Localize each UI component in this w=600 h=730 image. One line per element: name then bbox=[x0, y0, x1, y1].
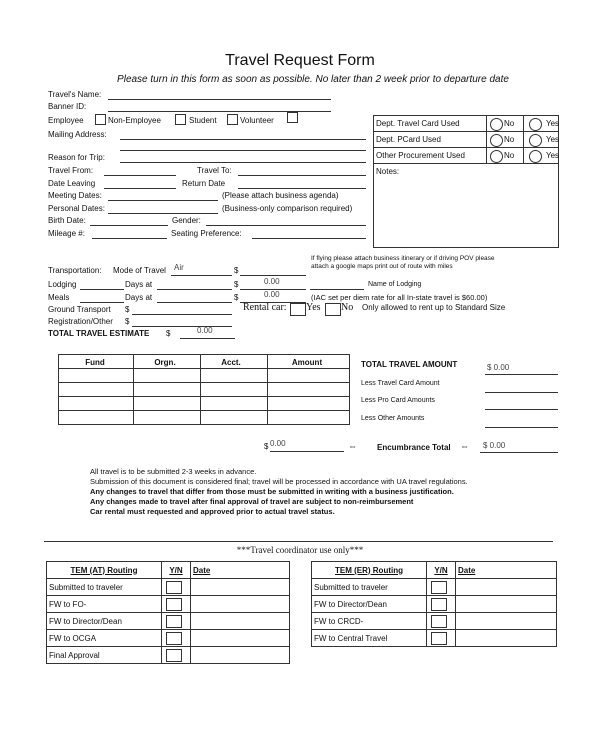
mailing-address-field-1[interactable] bbox=[120, 139, 366, 140]
routing-er-row-label: Submitted to traveler bbox=[312, 579, 427, 596]
routing-er-date-header: Date bbox=[456, 562, 557, 579]
total-travel-amount-field[interactable] bbox=[485, 374, 558, 375]
reason-for-trip-field[interactable] bbox=[120, 162, 366, 163]
orgn-cell[interactable] bbox=[134, 397, 201, 411]
less-pro-card-label: Less Pro Card Amounts bbox=[361, 397, 435, 404]
dept-payment-table bbox=[373, 115, 559, 248]
no-label: No bbox=[504, 119, 515, 128]
total-travel-estimate-value: 0.00 bbox=[197, 326, 213, 335]
routing-at-row-label: FW to Director/Dean bbox=[47, 613, 162, 630]
travelers-name-field[interactable] bbox=[108, 99, 331, 100]
routing-er-date-cell[interactable] bbox=[456, 613, 557, 630]
routing-at-yn-checkbox[interactable] bbox=[166, 598, 182, 611]
routing-at-yn-cell bbox=[162, 579, 191, 596]
orgn-cell[interactable] bbox=[134, 411, 201, 425]
less-pro-card-field[interactable] bbox=[485, 409, 558, 410]
student-label: Student bbox=[189, 116, 217, 125]
routing-at-yn-checkbox[interactable] bbox=[166, 581, 182, 594]
routing-er-date-cell[interactable] bbox=[456, 579, 557, 596]
routing-er-date-cell[interactable] bbox=[456, 630, 557, 647]
volunteer-label: Volunteer bbox=[240, 116, 274, 125]
return-date-label: Return Date bbox=[182, 179, 226, 188]
travel-to-label: Travel To: bbox=[197, 166, 232, 175]
non-employee-label: Non-Employee bbox=[108, 116, 161, 125]
routing-at-row-label: Final Approval bbox=[47, 647, 162, 664]
birth-date-label: Birth Date: bbox=[48, 216, 86, 225]
routing-er-yn-cell bbox=[427, 630, 456, 647]
total-estimate-dollar-sign: $ bbox=[166, 329, 171, 338]
total-travel-amount-value: $ 0.00 bbox=[487, 363, 510, 372]
routing-er-date-cell[interactable] bbox=[456, 596, 557, 613]
less-other-field[interactable] bbox=[485, 427, 558, 428]
fund-table bbox=[58, 354, 350, 425]
note-line-2: Submission of this document is considered final; travel will be processed in accordance with UA travel regulations. bbox=[90, 477, 468, 486]
amount-cell[interactable] bbox=[268, 411, 350, 425]
amount-cell[interactable] bbox=[268, 383, 350, 397]
meals-amount-value: 0.00 bbox=[264, 290, 280, 299]
routing-er-yn-checkbox[interactable] bbox=[431, 598, 447, 611]
mode-of-travel-field[interactable] bbox=[171, 275, 232, 276]
encumbrance-total-value: $ 0.00 bbox=[483, 441, 506, 450]
coordinator-divider bbox=[44, 541, 553, 542]
dept-row-label: Dept. Travel Card Used bbox=[374, 116, 487, 132]
pov-note-1: If flying please attach business itinerary or if driving POV please bbox=[311, 255, 495, 262]
fund-total-field[interactable] bbox=[270, 451, 344, 452]
fund-cell[interactable] bbox=[59, 369, 134, 383]
amount-header-cell bbox=[268, 355, 350, 369]
volunteer-checkbox[interactable] bbox=[287, 112, 298, 123]
rental-car-yes-checkbox[interactable] bbox=[290, 303, 306, 316]
routing-er-yn-cell bbox=[427, 579, 456, 596]
orgn-cell[interactable] bbox=[134, 369, 201, 383]
personal-dates-label: Personal Dates: bbox=[48, 204, 105, 213]
rental-car-yes-label: Yes bbox=[306, 302, 321, 313]
amount-header: Amount bbox=[291, 358, 323, 367]
routing-at-yn-cell bbox=[162, 647, 191, 664]
rental-car-no-label: No bbox=[341, 302, 354, 313]
routing-er-yn-checkbox[interactable] bbox=[431, 581, 447, 594]
acct-cell[interactable] bbox=[201, 411, 268, 425]
registration-dollar-sign: $ bbox=[125, 317, 130, 326]
meeting-dates-label: Meeting Dates: bbox=[48, 191, 102, 200]
lodging-label: Lodging bbox=[48, 280, 77, 289]
mileage-label: Mileage #: bbox=[48, 229, 85, 238]
amount-cell[interactable] bbox=[268, 397, 350, 411]
routing-at-yn-cell bbox=[162, 613, 191, 630]
ground-transport-field[interactable] bbox=[132, 314, 232, 315]
routing-at-table bbox=[46, 561, 290, 664]
other-procurement-no-radio[interactable] bbox=[490, 150, 503, 163]
personal-dates-note: (Business-only comparison required) bbox=[222, 204, 353, 213]
registration-other-label: Registration/Other bbox=[48, 317, 113, 326]
routing-at-row-label: Submitted to traveler bbox=[47, 579, 162, 596]
travel-from-field[interactable] bbox=[104, 175, 176, 176]
routing-at-date-cell[interactable] bbox=[191, 596, 290, 613]
notes-field[interactable] bbox=[374, 164, 559, 248]
routing-er-yn-checkbox[interactable] bbox=[431, 615, 447, 628]
coordinator-use-label: ***Travel coordinator use only*** bbox=[236, 545, 364, 555]
lodging-dollar-sign: $ bbox=[234, 280, 239, 289]
gender-field[interactable] bbox=[206, 225, 366, 226]
date-leaving-field[interactable] bbox=[104, 188, 176, 189]
return-date-field[interactable] bbox=[238, 188, 366, 189]
encumbrance-arrow-icon: ⇔ bbox=[460, 441, 469, 451]
lodging-days-at-label: Days at bbox=[125, 280, 153, 289]
routing-er-row-label: FW to Director/Dean bbox=[312, 596, 427, 613]
fund-cell[interactable] bbox=[59, 397, 134, 411]
rental-car-no-checkbox[interactable] bbox=[325, 303, 341, 316]
routing-at-yn-header: Y/N bbox=[162, 562, 191, 579]
routing-er-yn-header: Y/N bbox=[427, 562, 456, 579]
student-checkbox[interactable] bbox=[227, 114, 238, 125]
personal-dates-field[interactable] bbox=[108, 213, 218, 214]
routing-at-date-cell[interactable] bbox=[191, 579, 290, 596]
acct-cell[interactable] bbox=[201, 397, 268, 411]
meals-dollar-sign: $ bbox=[234, 293, 239, 302]
pov-note-2: attach a google maps print out of route with miles bbox=[311, 263, 453, 270]
meals-per-diem-note: (IAC set per diem rate for all In-state travel is $60.00) bbox=[311, 293, 488, 302]
ground-transport-label: Ground Transport bbox=[48, 305, 111, 314]
employee-checkbox[interactable] bbox=[95, 114, 106, 125]
fund-total-arrow-icon: ⇔ bbox=[348, 441, 357, 451]
dept-row-no-cell bbox=[487, 132, 524, 148]
routing-at-yn-checkbox[interactable] bbox=[166, 632, 182, 645]
acct-header: Acct. bbox=[221, 358, 241, 367]
lodging-days-field[interactable] bbox=[80, 289, 124, 290]
total-travel-estimate-field[interactable] bbox=[180, 338, 235, 339]
page-subtitle: Please turn in this form as soon as possible. No later than 2 week prior to departure date bbox=[117, 74, 509, 85]
employee-label: Employee bbox=[48, 116, 84, 125]
acct-cell[interactable] bbox=[201, 369, 268, 383]
page-title: Travel Request Form bbox=[225, 52, 375, 69]
seating-preference-field[interactable] bbox=[252, 238, 366, 239]
orgn-header: Orgn. bbox=[154, 358, 176, 367]
transportation-dollar-sign: $ bbox=[234, 266, 239, 275]
mailing-address-label: Mailing Address: bbox=[48, 130, 107, 139]
fund-header-cell bbox=[59, 355, 134, 369]
routing-at-row-label: FW to FO- bbox=[47, 596, 162, 613]
less-travel-card-label: Less Travel Card Amount bbox=[361, 380, 440, 387]
routing-er-table bbox=[311, 561, 557, 647]
routing-at-date-cell[interactable] bbox=[191, 613, 290, 630]
transportation-amount-field[interactable] bbox=[240, 275, 306, 276]
travel-from-label: Travel From: bbox=[48, 166, 94, 175]
routing-at-yn-cell bbox=[162, 630, 191, 647]
transportation-label: Transportation: bbox=[48, 266, 102, 275]
routing-er-row-label: FW to CRCD- bbox=[312, 613, 427, 630]
orgn-header-cell bbox=[134, 355, 201, 369]
yes-label: Yes bbox=[546, 135, 560, 144]
routing-at-yn-checkbox[interactable] bbox=[166, 615, 182, 628]
seating-preference-label: Seating Preference: bbox=[171, 229, 242, 238]
dept-row-no-cell bbox=[487, 148, 524, 164]
dept-travel-card-yes-radio[interactable] bbox=[529, 118, 542, 131]
rental-car-label: Rental car: bbox=[243, 302, 287, 313]
dept-pcard-no-radio[interactable] bbox=[490, 134, 503, 147]
orgn-cell[interactable] bbox=[134, 383, 201, 397]
meals-days-at-label: Days at bbox=[125, 293, 153, 302]
total-travel-estimate-label: TOTAL TRAVEL ESTIMATE bbox=[48, 329, 150, 338]
note-line-1: All travel is to be submitted 2-3 weeks in advance. bbox=[90, 467, 257, 476]
dept-row-no-cell bbox=[487, 116, 524, 132]
birth-date-field[interactable] bbox=[90, 225, 168, 226]
name-of-lodging-label: Name of Lodging bbox=[368, 281, 422, 288]
note-line-5: Car rental must requested and approved prior to actual travel status. bbox=[90, 507, 335, 516]
ground-dollar-sign: $ bbox=[125, 305, 130, 314]
travel-to-field[interactable] bbox=[238, 175, 366, 176]
encumbrance-total-label: Encumbrance Total bbox=[377, 443, 451, 452]
dept-row-label: Dept. PCard Used bbox=[374, 132, 487, 148]
no-label: No bbox=[504, 135, 515, 144]
lodging-rate-field[interactable] bbox=[157, 289, 232, 290]
routing-er-row-label: FW to Central Travel bbox=[312, 630, 427, 647]
registration-other-field[interactable] bbox=[132, 326, 232, 327]
routing-er-yn-cell bbox=[427, 596, 456, 613]
routing-at-date-cell[interactable] bbox=[191, 630, 290, 647]
travelers-name-label: Travel's Name: bbox=[48, 90, 102, 99]
meals-rate-field[interactable] bbox=[157, 302, 232, 303]
no-label: No bbox=[504, 151, 515, 160]
date-leaving-label: Date Leaving bbox=[48, 179, 96, 188]
less-other-label: Less Other Amounts bbox=[361, 415, 425, 422]
gender-label: Gender: bbox=[172, 216, 201, 225]
routing-at-row-label: FW to OCGA bbox=[47, 630, 162, 647]
notes-label: Notes: bbox=[376, 167, 400, 176]
fund-total-dollar-sign: $ bbox=[264, 442, 269, 451]
dept-pcard-yes-radio[interactable] bbox=[529, 134, 542, 147]
amount-cell[interactable] bbox=[268, 369, 350, 383]
non-employee-checkbox[interactable] bbox=[175, 114, 186, 125]
dept-row-yes-cell bbox=[524, 132, 559, 148]
dept-row-label: Other Procurement Used bbox=[374, 148, 487, 164]
meeting-dates-field[interactable] bbox=[108, 200, 218, 201]
encumbrance-total-field[interactable] bbox=[480, 452, 558, 453]
reason-for-trip-label: Reason for Trip: bbox=[48, 153, 105, 162]
banner-id-label: Banner ID: bbox=[48, 102, 87, 111]
routing-at-header: TEM (AT) Routing bbox=[47, 562, 162, 579]
rental-car-note: Only allowed to rent up to Standard Size bbox=[362, 303, 506, 312]
dept-row-yes-cell bbox=[524, 116, 559, 132]
yes-label: Yes bbox=[546, 151, 560, 160]
meeting-dates-note: (Please attach business agenda) bbox=[222, 191, 339, 200]
routing-er-header: TEM (ER) Routing bbox=[312, 562, 427, 579]
acct-cell[interactable] bbox=[201, 383, 268, 397]
note-line-4: Any changes made to travel after final approval of travel are subject to non-reimbursement bbox=[90, 497, 414, 506]
routing-at-yn-cell bbox=[162, 596, 191, 613]
name-of-lodging-field[interactable] bbox=[310, 289, 364, 290]
fund-cell[interactable] bbox=[59, 383, 134, 397]
total-travel-amount-label: TOTAL TRAVEL AMOUNT bbox=[361, 360, 458, 369]
routing-er-yn-checkbox[interactable] bbox=[431, 632, 447, 645]
fund-cell[interactable] bbox=[59, 411, 134, 425]
mileage-field[interactable] bbox=[92, 238, 167, 239]
mode-of-travel-value: Air bbox=[174, 263, 184, 272]
mode-of-travel-label: Mode of Travel bbox=[113, 266, 166, 275]
other-procurement-yes-radio[interactable] bbox=[529, 150, 542, 163]
dept-row-yes-cell bbox=[524, 148, 559, 164]
routing-at-date-cell[interactable] bbox=[191, 647, 290, 664]
dept-travel-card-no-radio[interactable] bbox=[490, 118, 503, 131]
acct-header-cell bbox=[201, 355, 268, 369]
note-line-3: Any changes to travel that differ from those must be submitted in writing with a business justification. bbox=[90, 487, 454, 496]
fund-header: Fund bbox=[85, 358, 105, 367]
lodging-amount-value: 0.00 bbox=[264, 277, 280, 286]
meals-days-field[interactable] bbox=[80, 302, 124, 303]
fund-total-value: 0.00 bbox=[270, 439, 286, 448]
routing-at-date-header: Date bbox=[191, 562, 290, 579]
meals-label: Meals bbox=[48, 293, 70, 302]
yes-label: Yes bbox=[546, 119, 560, 128]
less-travel-card-field[interactable] bbox=[485, 392, 558, 393]
routing-at-yn-checkbox[interactable] bbox=[166, 649, 182, 662]
routing-er-yn-cell bbox=[427, 613, 456, 630]
mailing-address-field-2[interactable] bbox=[120, 150, 366, 151]
